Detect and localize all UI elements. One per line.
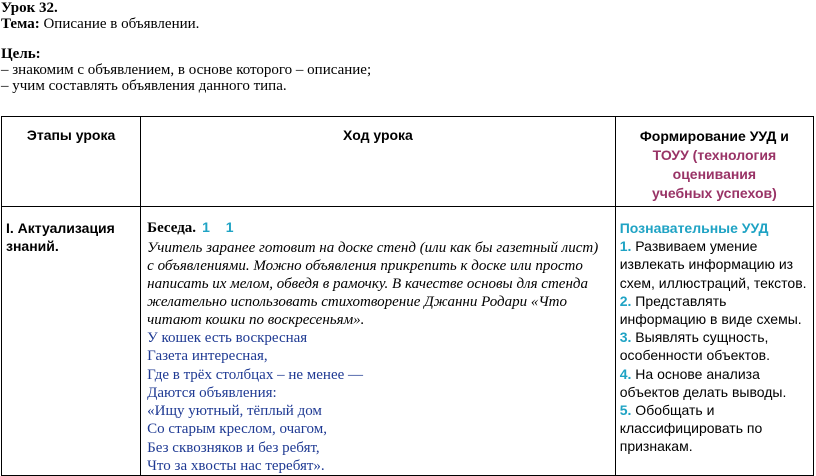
lesson-number: Урок 32.: [1, 0, 58, 16]
uud-item-text: На основе анализа: [631, 365, 760, 382]
uud-item-line: [620, 401, 811, 419]
header-tauu-2: оценивания: [672, 166, 757, 182]
uud-item-number: 4.: [619, 365, 632, 382]
header-uud: [615, 117, 813, 207]
uud-item-line: [620, 255, 811, 273]
poem-line: У кошек есть воскресная: [147, 330, 308, 346]
uud-item-line: [620, 237, 811, 255]
goal-item-2: – учим составлять объявления данного типа.: [1, 78, 287, 94]
uud-item-text: классифицировать по: [619, 420, 763, 437]
uud-item-line: [620, 274, 811, 292]
topic-value: Описание в объявлении.: [39, 16, 200, 32]
uud-item-number: 1.: [619, 238, 632, 255]
poem-line: Даются объявления:: [147, 384, 277, 401]
header-stages: Этапы урока: [2, 117, 141, 207]
uud-item-text: извлекать информацию из: [619, 256, 794, 273]
topic-label: Тема:: [1, 16, 40, 32]
stage-name-1: I. Актуализация: [6, 220, 115, 236]
poem-line: Со старым креслом, очагом,: [147, 421, 328, 438]
stage-name-2: знаний.: [6, 238, 59, 254]
uud-item-line: [620, 365, 811, 383]
instruction-line: читают кошки по воскресеньям».: [147, 312, 365, 328]
uud-item-text: особенности объектов.: [619, 347, 771, 364]
uud-item-text: схем, иллюстраций, текстов.: [619, 274, 807, 291]
talk-label: Беседа.: [147, 220, 197, 236]
instruction-line: желательно использовать стихотворение Джанни Родари «Что: [147, 294, 568, 310]
uud-cell: [615, 207, 813, 476]
uud-item-line: [620, 346, 811, 364]
header-uud-title: Формирование УУД и: [639, 128, 789, 144]
goal-label: Цель:: [1, 46, 41, 62]
uud-item-line: [620, 328, 811, 346]
table-header-row: [2, 117, 814, 207]
uud-item-line: [620, 419, 811, 437]
uud-item-text: информацию в виде схемы.: [619, 311, 802, 328]
uud-item-line: [620, 292, 811, 310]
header-course: Ход урока: [141, 117, 616, 207]
uud-item-number: 5.: [619, 402, 632, 419]
poem-line: Без сквозняков и без ребят,: [147, 439, 320, 456]
header-tauu-3: учебных успехов): [651, 185, 777, 201]
assessment-marks: 1 1: [202, 219, 240, 235]
uud-title: Познавательные УУД: [619, 220, 769, 236]
stage-cell: [2, 207, 141, 476]
uud-item-text: объектов делать выводы.: [619, 383, 787, 400]
header-tauu-1: ТОУУ (технология: [652, 147, 777, 163]
uud-item-text: Обобщать и: [631, 402, 715, 419]
poem-line: Газета интересная,: [147, 348, 268, 365]
uud-item-text: Развиваем умение: [631, 238, 758, 255]
goal-item-1: – знакомим с объявлением, в основе которого – описание;: [1, 62, 372, 78]
uud-item-number: 2.: [619, 292, 632, 309]
table-row: [2, 207, 814, 476]
uud-list: [620, 237, 811, 455]
course-cell: [141, 207, 616, 476]
uud-item-text: признакам.: [619, 438, 693, 455]
poem-line: Где в трёх столбцах – не менее —: [147, 366, 364, 383]
instruction-line: написать их мелом, обведя в рамочку. В качестве основы для стенда: [147, 276, 588, 292]
uud-item-text: Выявлять сущность,: [631, 329, 769, 346]
instruction-line: с объявлениями. Можно объявления прикрепить к доске или просто: [147, 258, 583, 274]
uud-item-text: Представлять: [631, 292, 727, 309]
talk-heading: [147, 219, 611, 237]
uud-item-line: [620, 383, 811, 401]
instruction-line: Учитель заранее готовит на доске стенд (или как бы газетный лист): [147, 240, 599, 256]
poem: [147, 329, 611, 475]
teacher-instructions: [147, 239, 611, 329]
uud-item-line: [620, 437, 811, 455]
lesson-header: [1, 0, 371, 94]
uud-item-line: [620, 310, 811, 328]
lesson-topic: [1, 16, 371, 32]
poem-line: «Ищу уютный, тёплый дом: [147, 403, 322, 420]
lesson-table: [1, 116, 814, 476]
uud-item-number: 3.: [619, 329, 632, 346]
poem-line: Что за хвосты нас теребят».: [147, 458, 325, 475]
